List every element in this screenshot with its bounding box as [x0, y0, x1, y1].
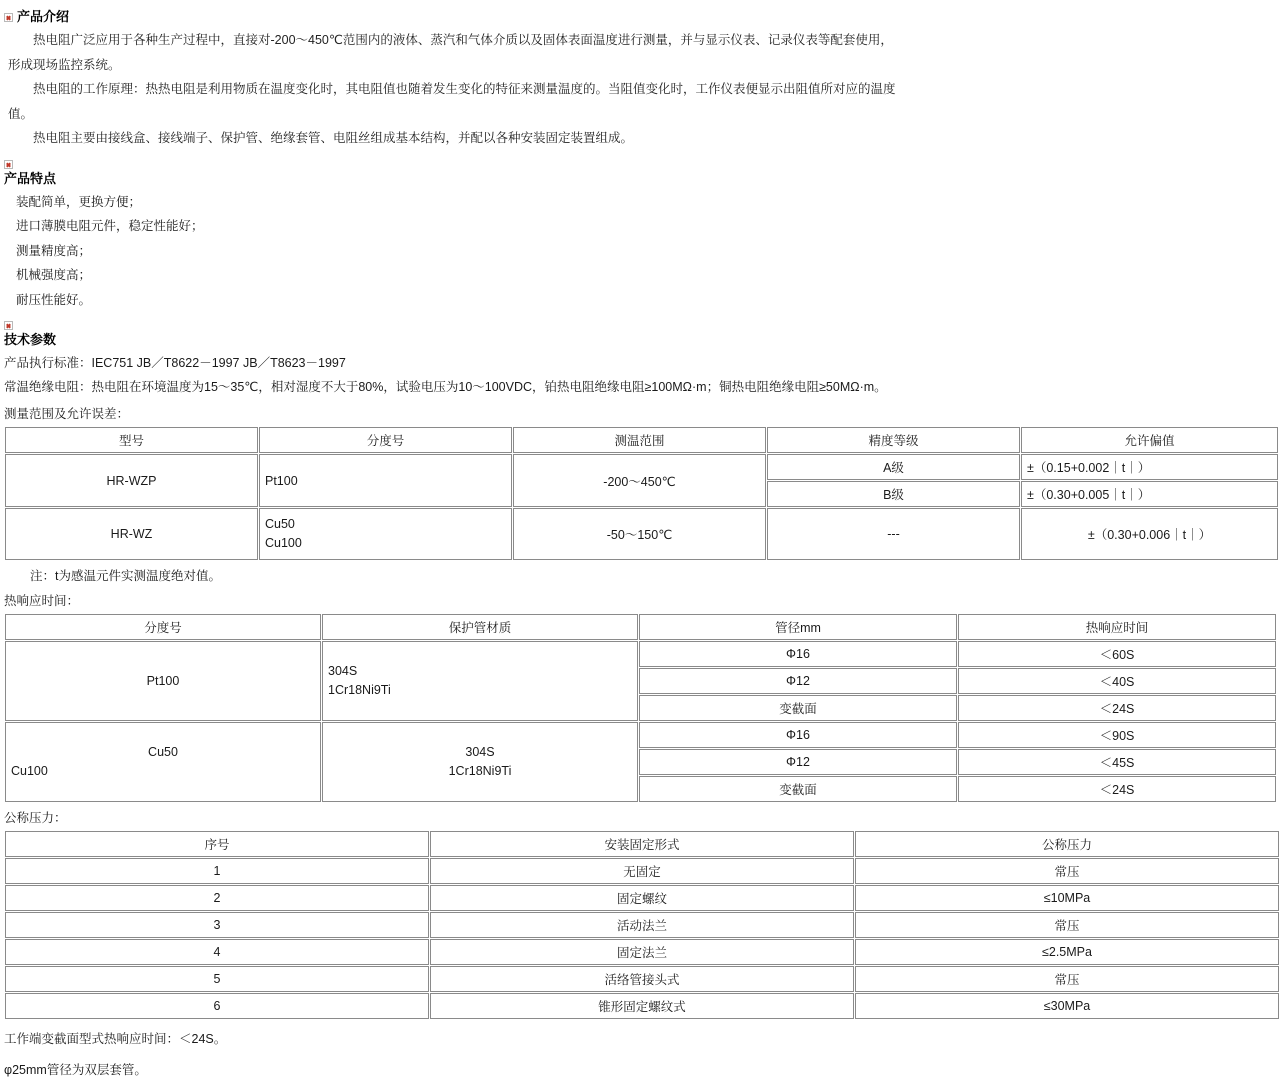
tech-insulation-line: 常温绝缘电阻：热电阻在环境温度为15～35℃，相对湿度不大于80%，试验电压为10～100VDC，铂热电阻绝缘电阻≥100MΩ·m；铜热电阻绝缘电阻≥50MΩ·m。: [4, 380, 887, 394]
cell-response-time: ＜24S: [958, 776, 1276, 802]
col-header-material: 保护管材质: [322, 614, 638, 640]
cell-material-line: 1Cr18Ni9Ti: [448, 764, 512, 778]
cell-grade-line: Cu50: [148, 745, 178, 759]
cell-material-line: 304S: [465, 745, 495, 759]
table-header-row: [5, 614, 1276, 640]
cell-tolerance: ±（0.15+0.002｜t｜）: [1021, 454, 1278, 480]
cell-pressure: ≤30MPa: [855, 993, 1279, 1019]
col-header-index: 序号: [5, 831, 429, 857]
list-item: 装配简单，更换方便；: [16, 194, 142, 209]
list-item: 耐压性能好。: [16, 292, 92, 307]
feature-list: [0, 190, 1284, 313]
cell-accuracy-level: A级: [767, 454, 1020, 480]
broken-image-icon: [4, 13, 13, 22]
cell-diameter: Φ12: [639, 749, 957, 775]
cell-grade: Pt100: [259, 454, 512, 507]
cell-tolerance: ±（0.30+0.006｜t｜）: [1021, 508, 1278, 560]
cell-material-line: 304S: [328, 664, 358, 678]
range-table-note: 注：t为感温元件实测温度绝对值。: [30, 569, 221, 583]
cell-index: 5: [5, 966, 429, 992]
cell-tolerance: ±（0.30+0.005｜t｜）: [1021, 481, 1278, 507]
cell-accuracy-level: B级: [767, 481, 1020, 507]
cell-index: 3: [5, 912, 429, 938]
cell-mounting: 固定螺纹: [430, 885, 854, 911]
cell-range: -50～150℃: [513, 508, 766, 560]
table-row: [5, 641, 1276, 667]
cell-response-time: ＜40S: [958, 668, 1276, 694]
table-row: [5, 508, 1278, 560]
list-item: 机械强度高；: [16, 268, 92, 282]
cell-range: -200～450℃: [513, 454, 766, 507]
table-row: [5, 993, 1279, 1019]
cell-grade-line: Cu50: [265, 517, 295, 531]
table-header-row: [5, 427, 1278, 453]
table-row: [5, 966, 1279, 992]
cell-grade: [259, 508, 512, 560]
response-table-label: 热响应时间：: [4, 594, 80, 608]
col-header-pressure: 公称压力: [855, 831, 1279, 857]
footnote: φ25mm管径为双层套管。: [4, 1063, 147, 1077]
cell-mounting: 锥形固定螺纹式: [430, 993, 854, 1019]
cell-pressure: ≤2.5MPa: [855, 939, 1279, 965]
col-header-mounting: 安装固定形式: [430, 831, 854, 857]
tech-standard-line: 产品执行标准：IEC751 JB／T8622－1997 JB／T8623－1997: [4, 356, 346, 370]
cell-pressure: 常压: [855, 912, 1279, 938]
cell-grade: Pt100: [5, 641, 321, 721]
cell-index: 6: [5, 993, 429, 1019]
broken-image-icon-features-wrap: [4, 159, 1284, 170]
section-heading-intro: 产品介绍: [4, 8, 1284, 26]
cell-response-time: ＜24S: [958, 695, 1276, 721]
cell-model: HR-WZ: [5, 508, 258, 560]
paragraph: 热电阻的工作原理：热热电阻是利用物质在温度变化时，其电阻值也随着发生变化的特征来测量温度的。当阻值变化时，工作仪表便显示出阻值所对应的温度值。: [8, 82, 896, 121]
paragraph: 热电阻主要由接线盒、接线端子、保护管、绝缘套管、电阻丝组成基本结构，并配以各种安装固定装置组成。: [33, 131, 634, 145]
section-heading-features: 产品特点: [4, 170, 57, 186]
table-header-row: [5, 831, 1279, 857]
table-row: [5, 722, 1276, 748]
cell-diameter: Φ12: [639, 668, 957, 694]
cell-mounting: 无固定: [430, 858, 854, 884]
cell-index: 4: [5, 939, 429, 965]
nominal-pressure-table: [4, 830, 1280, 1020]
cell-grade-line: Cu100: [265, 536, 302, 550]
cell-accuracy-level: ---: [767, 508, 1020, 560]
cell-material-line: 1Cr18Ni9Ti: [328, 683, 391, 697]
pressure-table-label: 公称压力：: [4, 811, 67, 825]
section-heading-tech: 技术参数: [4, 332, 57, 347]
cell-diameter: 变截面: [639, 776, 957, 802]
cell-material: [322, 641, 638, 721]
cell-mounting: 活络管接头式: [430, 966, 854, 992]
table-row: [5, 939, 1279, 965]
table-row: [5, 858, 1279, 884]
cell-index: 1: [5, 858, 429, 884]
broken-image-icon: [4, 321, 13, 330]
cell-diameter: 变截面: [639, 695, 957, 721]
cell-model: HR-WZP: [5, 454, 258, 507]
paragraph: 热电阻广泛应用于各种生产过程中，直接对-200～450℃范围内的液体、蒸汽和气体介质以及固体表面温度进行测量，并与显示仪表、记录仪表等配套使用，形成现场监控系统。: [8, 33, 893, 72]
cell-response-time: ＜60S: [958, 641, 1276, 667]
cell-grade-line: Cu100: [11, 764, 48, 778]
cell-mounting: 活动法兰: [430, 912, 854, 938]
cell-response-time: ＜90S: [958, 722, 1276, 748]
cell-material: [322, 722, 638, 802]
cell-mounting: 固定法兰: [430, 939, 854, 965]
intro-paragraphs: [4, 28, 904, 151]
measuring-range-table: [4, 426, 1279, 561]
list-item: 测量精度高；: [16, 243, 92, 258]
cell-diameter: Φ16: [639, 641, 957, 667]
cell-response-time: ＜45S: [958, 749, 1276, 775]
col-header-grade: 分度号: [5, 614, 321, 640]
col-header-tolerance: 允许偏值: [1021, 427, 1278, 453]
col-header-grade: 分度号: [259, 427, 512, 453]
table-row: [5, 454, 1278, 480]
thermal-response-table: [4, 613, 1277, 803]
cell-pressure: ≤10MPa: [855, 885, 1279, 911]
col-header-model: 型号: [5, 427, 258, 453]
cell-grade: [5, 722, 321, 802]
col-header-range: 测温范围: [513, 427, 766, 453]
table-row: [5, 912, 1279, 938]
cell-pressure: 常压: [855, 858, 1279, 884]
range-table-label: 测量范围及允许误差：: [4, 407, 130, 421]
broken-image-icon-tech-wrap: [4, 320, 1284, 331]
col-header-response-time: 热响应时间: [958, 614, 1276, 640]
col-header-diameter: 管径mm: [639, 614, 957, 640]
table-row: [5, 885, 1279, 911]
col-header-accuracy: 精度等级: [767, 427, 1020, 453]
cell-diameter: Φ16: [639, 722, 957, 748]
cell-pressure: 常压: [855, 966, 1279, 992]
broken-image-icon: [4, 160, 13, 169]
list-item: 进口薄膜电阻元件，稳定性能好；: [16, 219, 204, 233]
cell-index: 2: [5, 885, 429, 911]
footnote: 工作端变截面型式热响应时间：＜24S。: [4, 1032, 227, 1046]
